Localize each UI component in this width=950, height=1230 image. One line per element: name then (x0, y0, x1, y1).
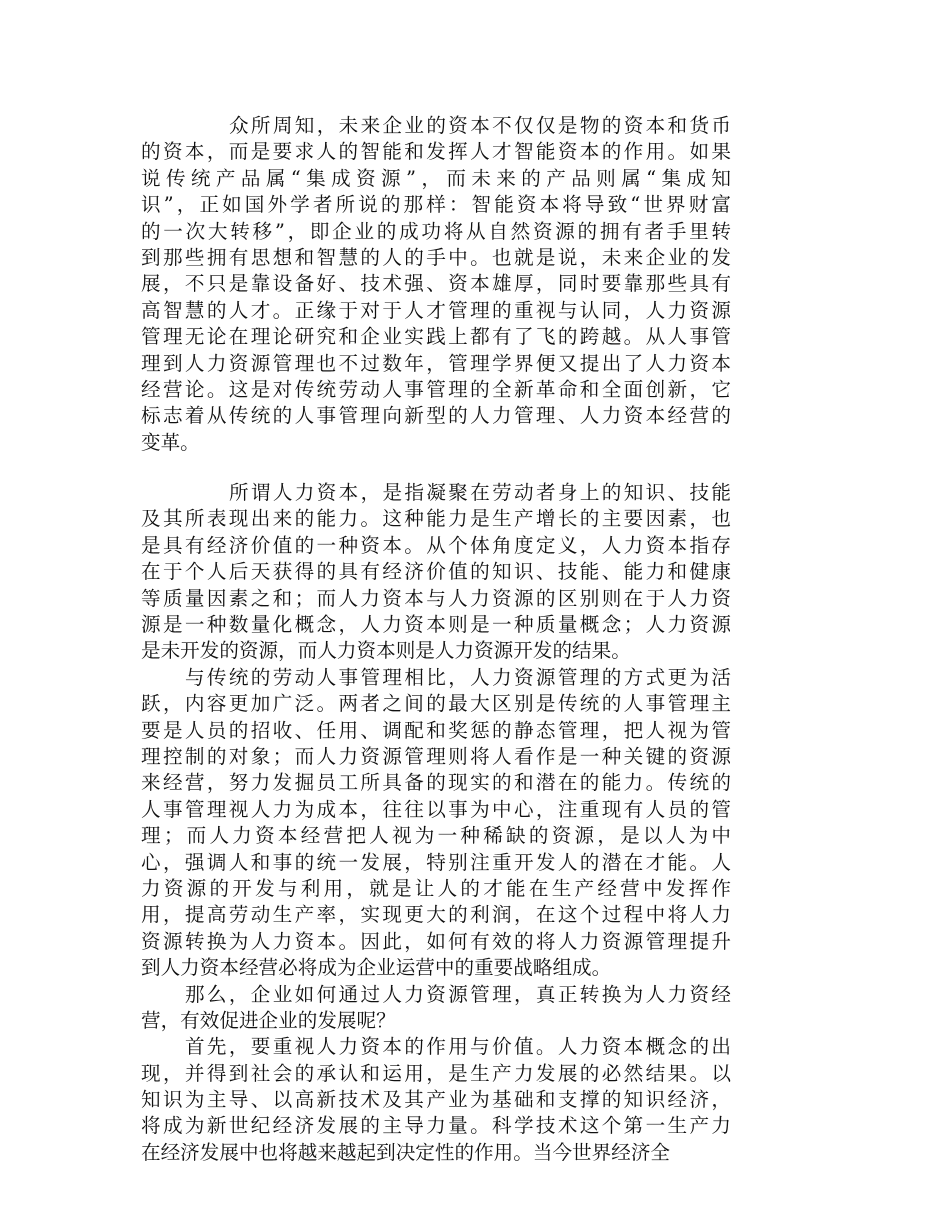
text-line: 及其所表现出来的能力。这种能力是生产增长的主要因素，也 (141, 507, 731, 531)
text-line: 力资源的开发与利用，就是让人的才能在生产经营中发挥作 (141, 876, 731, 900)
document-body (141, 113, 731, 1166)
text-line: 经营论。这是对传统劳动人事管理的全新革命和全面创新，它 (141, 377, 731, 401)
paragraph (141, 113, 731, 456)
paragraph (141, 665, 731, 982)
text-line: 理到人力资源管理也不过数年，管理学界便又提出了人力资本 (141, 351, 731, 375)
text-line: 要是人员的招收、任用、调配和奖惩的静态管理，把人视为管 (141, 718, 731, 742)
text-line: 首先，要重视人力资本的作用与价值。人力资本概念的出 (185, 1035, 731, 1059)
text-line: 是未开发的资源，而人力资本则是人力资源开发的结果。 (141, 639, 631, 663)
text-line: 到人力资本经营必将成为企业运营中的重要战略组成。 (141, 956, 612, 980)
text-line: 现，并得到社会的承认和运用，是生产力发展的必然结果。以 (141, 1061, 731, 1085)
paragraph-spacer (141, 456, 731, 480)
text-line: 的资本，而是要求人的智能和发挥人才智能资本的作用。如果 (141, 140, 731, 164)
text-line: 等质量因素之和；而人力资本与人力资源的区别则在于人力资 (141, 586, 731, 610)
text-line: 将成为新世纪经济发展的主导力量。科学技术这个第一生产力 (141, 1114, 731, 1138)
text-line: 理控制的对象；而人力资源管理则将人看作是一种关键的资源 (141, 744, 731, 768)
text-line: 高智慧的人才。正缘于对于人才管理的重视与认同，人力资源 (141, 298, 731, 322)
text-line: 知识为主导、以高新技术及其产业为基础和支撑的知识经济， (141, 1088, 731, 1112)
text-line: 在于个人后天获得的具有经济价值的知识、技能、能力和健康 (141, 560, 731, 584)
text-line: 资源转换为人力资本。因此，如何有效的将人力资源管理提升 (141, 929, 731, 953)
text-line: 来经营，努力发掘员工所具备的现实的和潜在的能力。传统的 (141, 771, 731, 795)
text-line: 展，不只是靠设备好、技术强、资本雄厚，同时要靠那些具有 (141, 272, 731, 296)
text-line: 与传统的劳动人事管理相比，人力资源管理的方式更为活 (185, 665, 731, 689)
text-line: 源是一种数量化概念，人力资本则是一种质量概念；人力资源 (141, 613, 731, 637)
text-line: 的一次大转移”，即企业的成功将从自然资源的拥有者手里转 (141, 219, 731, 243)
text-line: 那么，企业如何通过人力资源管理，真正转换为人力资经 (185, 982, 731, 1006)
text-line: 跃，内容更加广泛。两者之间的最大区别是传统的人事管理主 (141, 692, 731, 716)
text-line: 到那些拥有思想和智慧的人的手中。也就是说，未来企业的发 (141, 245, 731, 269)
paragraph (141, 982, 731, 1035)
text-line: 心，强调人和事的统一发展，特别注重开发人的潜在才能。人 (141, 850, 731, 874)
text-line: 是具有经济价值的一种资本。从个体角度定义，人力资本指存 (141, 533, 731, 557)
text-line: 用，提高劳动生产率，实现更大的利润，在这个过程中将人力 (141, 903, 731, 927)
text-line: 说传统产品属“集成资源”，而未来的产品则属“集成知 (141, 166, 731, 190)
paragraph (141, 1034, 731, 1166)
text-line: 变革。 (141, 430, 200, 454)
text-line: 识”，正如国外学者所说的那样：智能资本将导致“世界财富 (141, 193, 731, 217)
text-line: 管理无论在理论研究和企业实践上都有了飞的跨越。从人事管 (141, 325, 731, 349)
text-line: 理；而人力资本经营把人视为一种稀缺的资源，是以人为中 (141, 824, 731, 848)
text-line: 在经济发展中也将越来越起到决定性的作用。当今世界经济全 (141, 1140, 671, 1164)
paragraph (141, 480, 731, 665)
text-line: 所谓人力资本，是指凝聚在劳动者身上的知识、技能 (229, 481, 731, 505)
text-line: 人事管理视人力为成本，往往以事为中心，注重现有人员的管 (141, 797, 731, 821)
text-line: 标志着从传统的人事管理向新型的人力管理、人力资本经营的 (141, 404, 731, 428)
text-line: 营，有效促进企业的发展呢？ (141, 1008, 396, 1032)
text-line: 众所周知，未来企业的资本不仅仅是物的资本和货币 (229, 114, 731, 137)
